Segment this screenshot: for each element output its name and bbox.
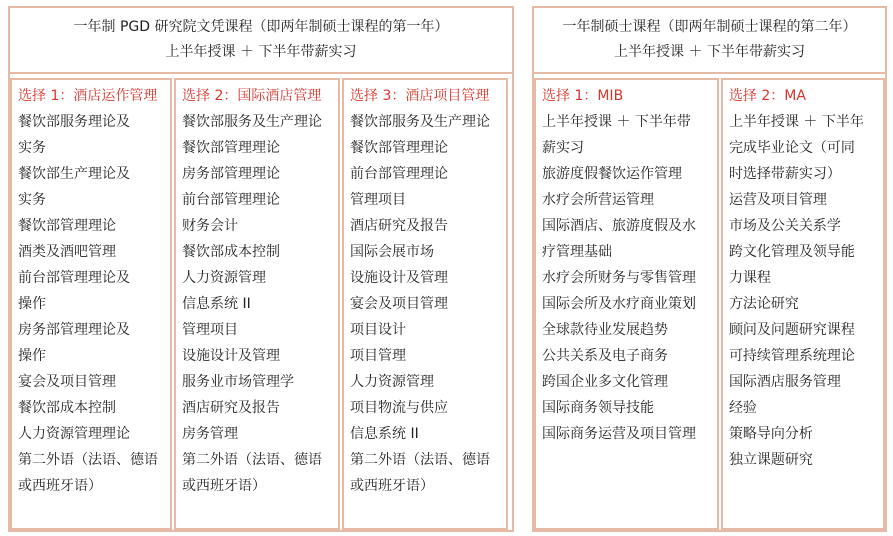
course-item: 宴会及项目管理 xyxy=(18,374,116,390)
course-item: 管理项目 xyxy=(350,192,406,208)
course-item: 力课程 xyxy=(728,270,771,286)
course-item: 项目设计 xyxy=(350,322,406,338)
course-item: 实务 xyxy=(18,192,46,208)
course-item: 财务会计 xyxy=(182,218,238,234)
course-item: 酒类及酒吧管理 xyxy=(18,244,116,260)
course-item: 第二外语（法语、德语 xyxy=(350,452,490,468)
course-item: 前台部管理理论 xyxy=(182,192,280,208)
master-program-panel xyxy=(532,6,887,532)
option-title: 选择 2：国际酒店管理 xyxy=(182,88,322,104)
course-item: 完成毕业论文（可同 xyxy=(728,140,855,156)
master-program-subtitle: 上半年授课 ＋ 下半年带薪实习 xyxy=(614,44,805,60)
course-item: 操作 xyxy=(18,348,46,364)
course-item: 房务部管理理论及 xyxy=(18,322,130,338)
course-item: 前台部管理理论及 xyxy=(18,270,130,286)
course-item: 人力资源管理 xyxy=(182,270,266,286)
course-item: 水疗会所营运管理 xyxy=(542,192,654,208)
course-item: 餐饮部服务及生产理论 xyxy=(350,114,490,130)
course-item: 实务 xyxy=(18,140,46,156)
course-item: 市场及公关关系学 xyxy=(728,218,841,234)
course-item: 经验 xyxy=(728,400,757,416)
course-item: 项目管理 xyxy=(350,348,406,364)
course-item: 方法论研究 xyxy=(728,296,799,312)
course-item: 国际会所及水疗商业策划 xyxy=(542,296,696,312)
option-mib xyxy=(534,78,719,530)
course-item: 跨文化管理及领导能 xyxy=(728,244,855,260)
option-title: 选择 1：酒店运作管理 xyxy=(18,88,158,104)
course-item: 时选择带薪实习） xyxy=(728,166,841,182)
course-item: 服务业市场管理学 xyxy=(182,374,294,390)
course-item: 项目物流与供应 xyxy=(350,400,448,416)
pgd-program-header xyxy=(10,8,512,74)
course-item: 水疗会所财务与零售管理 xyxy=(542,270,696,286)
master-program-header xyxy=(534,8,885,74)
course-item: 设施设计及管理 xyxy=(350,270,448,286)
course-item: 旅游度假餐饮运作管理 xyxy=(542,166,682,182)
option-title: 选择 3：酒店项目管理 xyxy=(350,88,490,104)
course-item: 上半年授课 ＋ 下半年 xyxy=(728,114,864,130)
course-item: 宴会及项目管理 xyxy=(350,296,448,312)
course-item: 餐饮部管理理论 xyxy=(182,140,280,156)
course-item: 运营及项目管理 xyxy=(728,192,827,208)
course-item: 国际酒店、旅游度假及水 xyxy=(542,218,696,234)
course-item: 薪实习 xyxy=(542,140,584,156)
option-hotel-operations xyxy=(10,78,172,530)
course-item: 全球款待业发展趋势 xyxy=(542,322,668,338)
course-item: 或西班牙语） xyxy=(182,478,266,494)
course-item: 酒店研究及报告 xyxy=(182,400,280,416)
course-item: 房务管理 xyxy=(182,426,238,442)
course-item: 国际会展市场 xyxy=(350,244,434,260)
course-item: 管理项目 xyxy=(182,322,238,338)
course-item: 策略导向分析 xyxy=(728,426,813,442)
course-item: 顾问及问题研究课程 xyxy=(728,322,855,338)
course-item: 前台部管理理论 xyxy=(350,166,448,182)
pgd-program-panel xyxy=(8,6,514,532)
course-item: 第二外语（法语、德语 xyxy=(18,452,158,468)
course-item: 餐饮部生产理论及 xyxy=(18,166,130,182)
course-item: 国际商务领导技能 xyxy=(542,400,654,416)
course-item: 上半年授课 ＋ 下半年带 xyxy=(542,114,691,130)
course-item: 餐饮部管理理论 xyxy=(350,140,448,156)
course-item: 公共关系及电子商务 xyxy=(542,348,668,364)
course-item: 跨国企业多文化管理 xyxy=(542,374,668,390)
course-item: 信息系统 II xyxy=(182,296,251,312)
course-item: 设施设计及管理 xyxy=(182,348,280,364)
course-item: 操作 xyxy=(18,296,46,312)
pgd-program-title: 一年制 PGD 研究院文凭课程（即两年制硕士课程的第一年） xyxy=(73,19,449,35)
course-item: 人力资源管理理论 xyxy=(18,426,130,442)
course-item: 餐饮部成本控制 xyxy=(18,400,116,416)
course-item: 国际酒店服务管理 xyxy=(728,374,841,390)
pgd-program-subtitle: 上半年授课 ＋ 下半年带薪实习 xyxy=(165,44,357,60)
master-options xyxy=(534,78,885,530)
course-list xyxy=(182,109,338,499)
option-title: 选择 1：MIB xyxy=(542,88,624,104)
course-list xyxy=(18,109,170,499)
course-item: 疗管理基础 xyxy=(542,244,612,260)
course-item: 餐饮部服务及生产理论 xyxy=(182,114,322,130)
master-program-title: 一年制硕士课程（即两年制硕士课程的第二年） xyxy=(562,19,857,35)
course-item: 信息系统 II xyxy=(350,426,419,442)
course-item: 餐饮部服务理论及 xyxy=(18,114,130,130)
course-item: 房务部管理理论 xyxy=(182,166,280,182)
course-item: 第二外语（法语、德语 xyxy=(182,452,322,468)
option-ma xyxy=(721,78,885,530)
pgd-options xyxy=(10,78,512,530)
course-item: 独立课题研究 xyxy=(728,452,813,468)
course-list xyxy=(729,109,883,473)
option-international-hotel-management xyxy=(174,78,340,530)
course-item: 可持续管理系统理论 xyxy=(728,348,855,364)
course-item: 酒店研究及报告 xyxy=(350,218,448,234)
course-item: 或西班牙语） xyxy=(18,478,102,494)
course-item: 餐饮部成本控制 xyxy=(182,244,280,260)
option-title: 选择 2：MA xyxy=(728,88,806,104)
course-item: 国际商务运营及项目管理 xyxy=(542,426,696,442)
course-list xyxy=(542,109,717,447)
option-hotel-project-management xyxy=(342,78,508,530)
course-item: 餐饮部管理理论 xyxy=(18,218,116,234)
course-item: 人力资源管理 xyxy=(350,374,434,390)
course-item: 或西班牙语） xyxy=(350,478,434,494)
course-list xyxy=(350,109,506,499)
